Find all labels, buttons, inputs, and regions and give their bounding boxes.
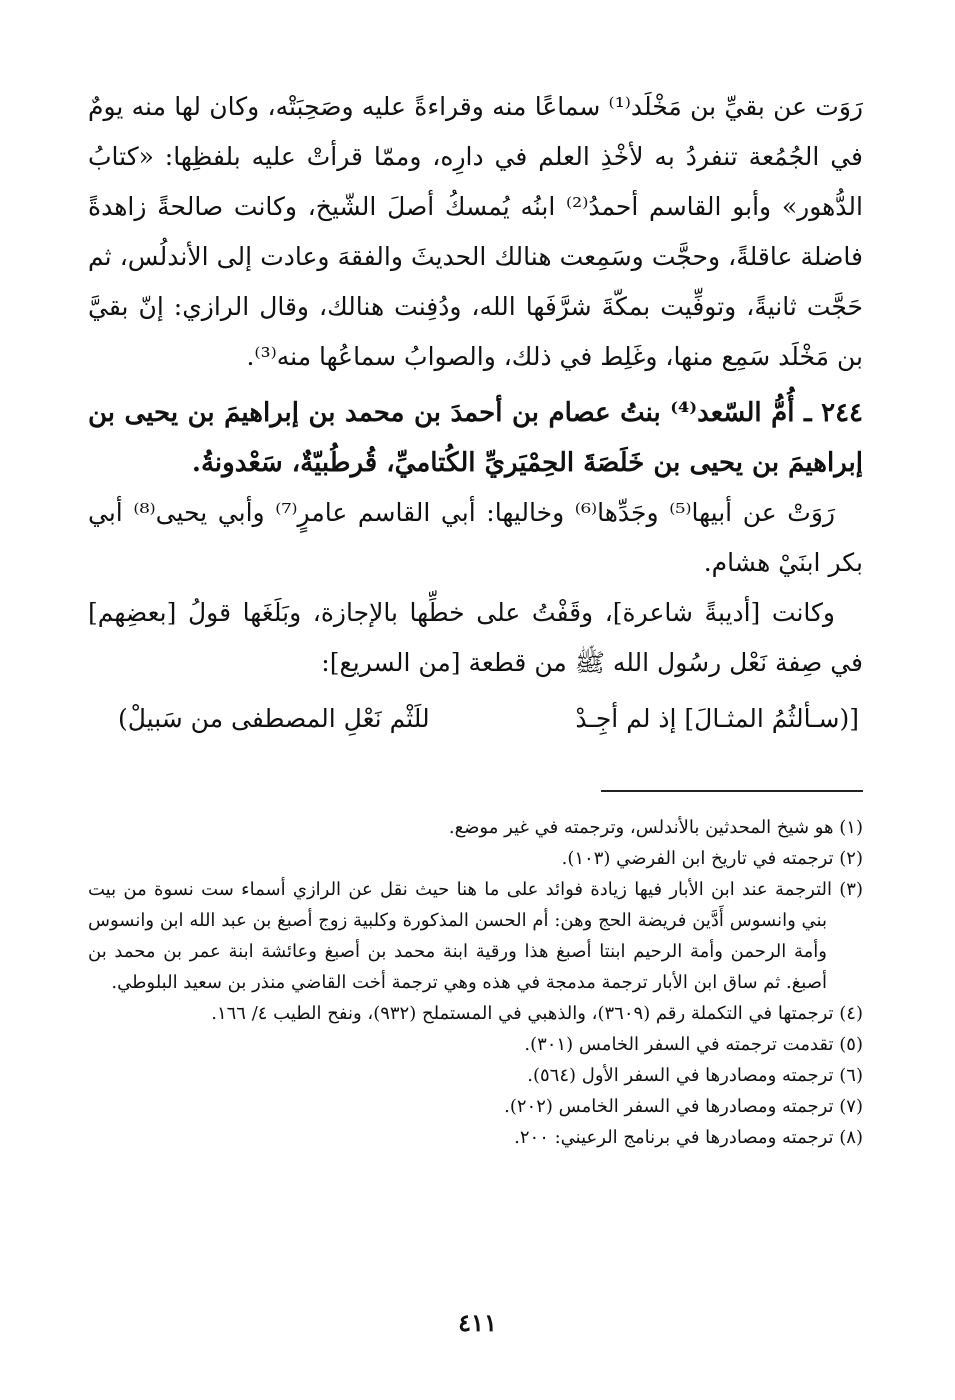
footnote-1: (١) هو شيخ المحدثين بالأندلس، وترجمته في غير موضع.: [448, 817, 863, 838]
paragraph-1: رَوَت عن بقيِّ بن مَخْلَد⁽¹⁾ سماعًا منه وقراءةً عليه وصَحِبَتْه، وكان لها منه يومٌ في الجُمُعة تنفردُ به لأخْذِ العلم في دارِه، وممّا قرأتْ عليه بلفظِها: «كتابُ الدُّهور» وأبو القاسم أحمدُ⁽²⁾ ابنُه يُمسكُ أصلَ الشّيخ، وكانت صالحةً زاهدةً فاضلة عاقلةً، وحجَّت وسَمِعت هنالك الحديثَ والفقهَ وعادت إلى الأندلُس، ثم حَجَّت ثانيةً، وتوفِّيت بمكّةَ شرَّفَها الله، ودُفِنت هنالك، وقال الرازي: إنّ بقيَّ بن مَخْلَد سَمِع منها، وغَلِط في ذلك، والصوابُ سماعُها منه⁽³⁾.: [88, 92, 863, 371]
footnote-8: (٨) ترجمته ومصادرها في برنامج الرعيني: ٢٠٠.: [514, 1127, 863, 1148]
entry-heading: ٢٤٤ ـ أُمُّ السّعد⁽⁴⁾ بنتُ عصام بن أحمدَ بن محمد بن إبراهيمَ بن يحيى بن إبراهيمَ بن يحيى بن خَلَصَةَ الحِمْيَريِّ الكُتاميِّ، قُرطُبيّةٌ، سَعْدونةُ.: [88, 398, 864, 478]
paragraph-2: رَوَتْ عن أبيها⁽⁵⁾ وجَدِّها⁽⁶⁾ وخاليها: أبي القاسم عامرٍ⁽⁷⁾ وأبي يحيى⁽⁸⁾ أبي بكر ابنَيْ هشام.: [88, 498, 863, 577]
poetry-verse: [88, 694, 863, 744]
verse-first-hemistich: [(سـألثُمُ المثـالَ] إذ لم أجِـدْ: [575, 704, 859, 733]
verse-second-hemistich: للَثْم نَعْلِ المصطفى من سَبيلْ): [118, 704, 430, 733]
footnote-3: (٣) الترجمة عند ابن الأبار فيها زيادة فوائد على ما هنا حيث نقل عن الرازي أسماء ست نسوة من بيت بني وانسوس أَدَّين فريضة الحج وهن: أم الحسن المذكورة وكلبية زوج أصبغ بن عبد الله ابن وانسوس وأمة الرحمن وأمة الرحيم ابنتا أصبغ هذا ورقية ابنة محمد بن أصبغ وعائشة ابنة عمر بن محمد بن أصبغ. ثم ساق ابن الأبار ترجمة مدمجة في هذه وهي ترجمة أخت القاضي منذر بن سعيد البلوطي.: [88, 879, 863, 993]
footnote-2: (٢) ترجمته في تاريخ ابن الفرضي (١٠٣).: [561, 848, 863, 869]
paragraph-3: وكانت [أديبةً شاعرة]، وقَفْتُ على خطِّها بالإجازة، وبَلَغَها قولُ [بعضِهم] في صِفة نَعْل رسُول الله ﷺ من قطعة [من السريع]:: [88, 598, 863, 677]
footnote-6: (٦) ترجمته ومصادرها في السفر الأول (٥٦٤).: [527, 1065, 863, 1086]
footnote-7: (٧) ترجمته ومصادرها في السفر الخامس (٢٠٢).: [504, 1096, 863, 1117]
footnote-separator: [601, 790, 863, 792]
footnote-4: (٤) ترجمتها في التكملة رقم (٣٦٠٩)، والذهبي في المستملح (٩٣٢)، ونفح الطيب ٤/ ١٦٦.: [211, 1003, 863, 1024]
page-number: ٤١١: [458, 1308, 497, 1337]
footnotes-section: [88, 812, 863, 1153]
main-text: [88, 82, 863, 744]
footnote-5: (٥) تقدمت ترجمته في السفر الخامس (٣٠١).: [524, 1034, 863, 1055]
